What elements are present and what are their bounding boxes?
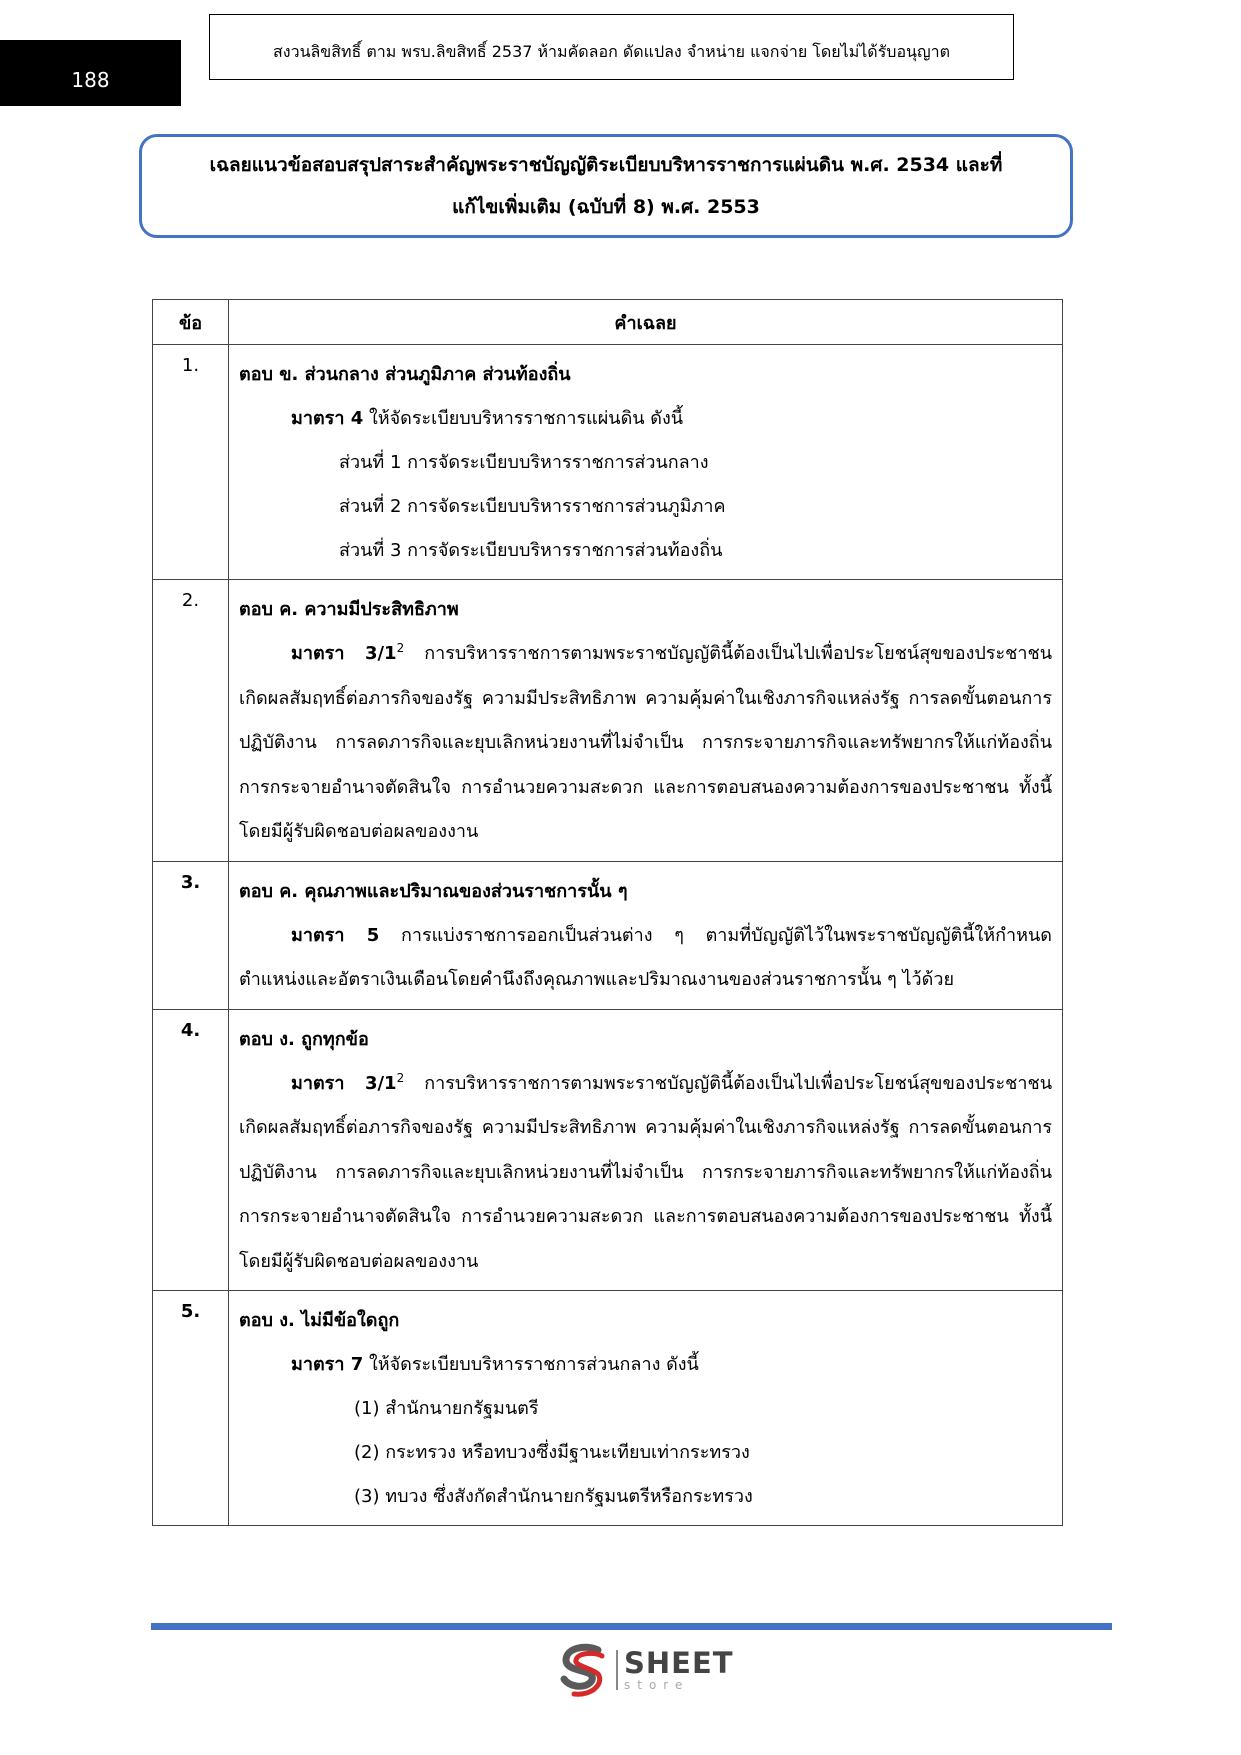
list-item: (3) ทบวง ซึ่งสังกัดสำนักนายกรัฐมนตรีหรือกระทรวง	[354, 1486, 753, 1507]
answer-cell	[229, 580, 1063, 862]
page-number-text: 188	[71, 68, 110, 92]
question-number: 2.	[153, 580, 229, 862]
table-header-row	[153, 300, 1063, 345]
table-row	[153, 1291, 1063, 1526]
section-text: ให้จัดระเบียบบริหารราชการส่วนกลาง ดังนี้	[363, 1354, 699, 1375]
title-line-2: แก้ไขเพิ่มเติม (ฉบับที่ 8) พ.ศ. 2553	[452, 196, 760, 218]
page-number	[0, 40, 181, 106]
section-text: การบริหารราชการตามพระราชบัญญัตินี้ต้องเป็นไปเพื่อประโยชน์สุขของประชาชน เกิดผลสัมฤทธิ์ต่อภารกิจของรัฐ ความมีประสิทธิภาพ ความคุ้มค่าในเชิงภารกิจแหล่งรัฐ การลดขั้นตอนการปฏิบัติงาน การลดภารกิจและยุบเลิกหน่วยงานที่ไม่จำเป็น การกระจายภารกิจและทรัพยากรให้แก่ท้องถิ่น การกระจายอำนาจตัดสินใจ การอำนวยความสะดวก และการตอบสนองความต้องการของประชาชน ทั้งนี้ โดยมีผู้รับผิดชอบต่อผลของงาน	[239, 643, 1052, 842]
footnote-marker: 2	[396, 641, 405, 655]
answer-choice: ตอบ ข. ส่วนกลาง ส่วนภูมิภาค ส่วนท้องถิ่น	[239, 364, 571, 385]
copyright-text: สงวนลิขสิทธิ์ ตาม พรบ.ลิขสิทธิ์ 2537 ห้ามคัดลอก ดัดแปลง จำหน่าย แจกจ่าย โดยไม่ได้รับอนุญาต	[273, 41, 950, 61]
section-paragraph	[239, 914, 1052, 1003]
section-text: การบริหารราชการตามพระราชบัญญัตินี้ต้องเป็นไปเพื่อประโยชน์สุขของประชาชน เกิดผลสัมฤทธิ์ต่อภารกิจของรัฐ ความมีประสิทธิภาพ ความคุ้มค่าในเชิงภารกิจแหล่งรัฐ การลดขั้นตอนการปฏิบัติงาน การลดภารกิจและยุบเลิกหน่วยงานที่ไม่จำเป็น การกระจายภารกิจและทรัพยากรให้แก่ท้องถิ่น การกระจายอำนาจตัดสินใจ การอำนวยความสะดวก และการตอบสนองความต้องการของประชาชน ทั้งนี้ โดยมีผู้รับผิดชอบต่อผลของงาน	[239, 1072, 1052, 1272]
question-number: 1.	[153, 345, 229, 580]
section-label: มาตรา 3/1	[291, 643, 397, 664]
footer-divider	[151, 1623, 1112, 1630]
question-number: 3.	[153, 861, 229, 1009]
question-number: 5.	[153, 1291, 229, 1526]
table-row	[153, 345, 1063, 580]
table-row	[153, 580, 1063, 862]
copyright-notice	[209, 14, 1014, 80]
column-header-number: ข้อ	[153, 300, 229, 345]
answer-cell	[229, 345, 1063, 580]
table-row	[153, 861, 1063, 1009]
section-paragraph	[239, 632, 1052, 855]
section-paragraph	[239, 1062, 1052, 1285]
list-item: ส่วนที่ 1 การจัดระเบียบบริหารราชการส่วนกลาง	[339, 452, 709, 473]
logo-sub-text: store	[624, 1678, 690, 1692]
answer-cell	[229, 1009, 1063, 1291]
section-label: มาตรา 7	[291, 1354, 364, 1375]
sheet-store-logo	[556, 1642, 734, 1698]
list-item: ส่วนที่ 2 การจัดระเบียบบริหารราชการส่วนภูมิภาค	[339, 496, 726, 517]
answer-table	[152, 299, 1063, 1526]
section-paragraph	[239, 397, 1052, 441]
sheet-store-logo-icon	[556, 1642, 610, 1698]
section-paragraph	[239, 1343, 1052, 1387]
section-label: มาตรา 3/1	[291, 1072, 397, 1094]
list-item: (1) สำนักนายกรัฐมนตรี	[354, 1398, 539, 1419]
section-text: การแบ่งราชการออกเป็นส่วนต่าง ๆ ตามที่บัญญัติไว้ในพระราชบัญญัตินี้ให้กำหนดตำแหน่งและอัตราเงินเดือนโดยคำนึงถึงคุณภาพและปริมาณงานของส่วนราชการนั้น ๆ ไว้ด้วย	[239, 924, 1052, 990]
answer-choice: ตอบ ค. คุณภาพและปริมาณของส่วนราชการนั้น ๆ	[239, 880, 628, 902]
answer-cell	[229, 1291, 1063, 1526]
section-label: มาตรา 4	[291, 408, 364, 429]
answer-choice: ตอบ ง. ไม่มีข้อใดถูก	[239, 1310, 400, 1331]
section-label: มาตรา 5	[291, 924, 380, 946]
answer-cell	[229, 861, 1063, 1009]
footnote-marker: 2	[396, 1070, 405, 1085]
list-item: (2) กระทรวง หรือทบวงซึ่งมีฐานะเทียบเท่ากระทรวง	[354, 1442, 750, 1463]
list-item: ส่วนที่ 3 การจัดระเบียบบริหารราชการส่วนท้องถิ่น	[339, 540, 723, 561]
document-title	[139, 134, 1073, 238]
answer-choice: ตอบ ค. ความมีประสิทธิภาพ	[239, 599, 459, 620]
table-row	[153, 1009, 1063, 1291]
answer-choice: ตอบ ง. ถูกทุกข้อ	[239, 1028, 369, 1050]
column-header-answer: คำเฉลย	[229, 300, 1063, 345]
logo-main-text: SHEET	[624, 1646, 734, 1680]
title-line-1: เฉลยแนวข้อสอบสรุปสาระสำคัญพระราชบัญญัติระเบียบบริหารราชการแผ่นดิน พ.ศ. 2534 และที่	[209, 154, 1003, 176]
section-text: ให้จัดระเบียบบริหารราชการแผ่นดิน ดังนี้	[363, 408, 684, 429]
question-number: 4.	[153, 1009, 229, 1291]
